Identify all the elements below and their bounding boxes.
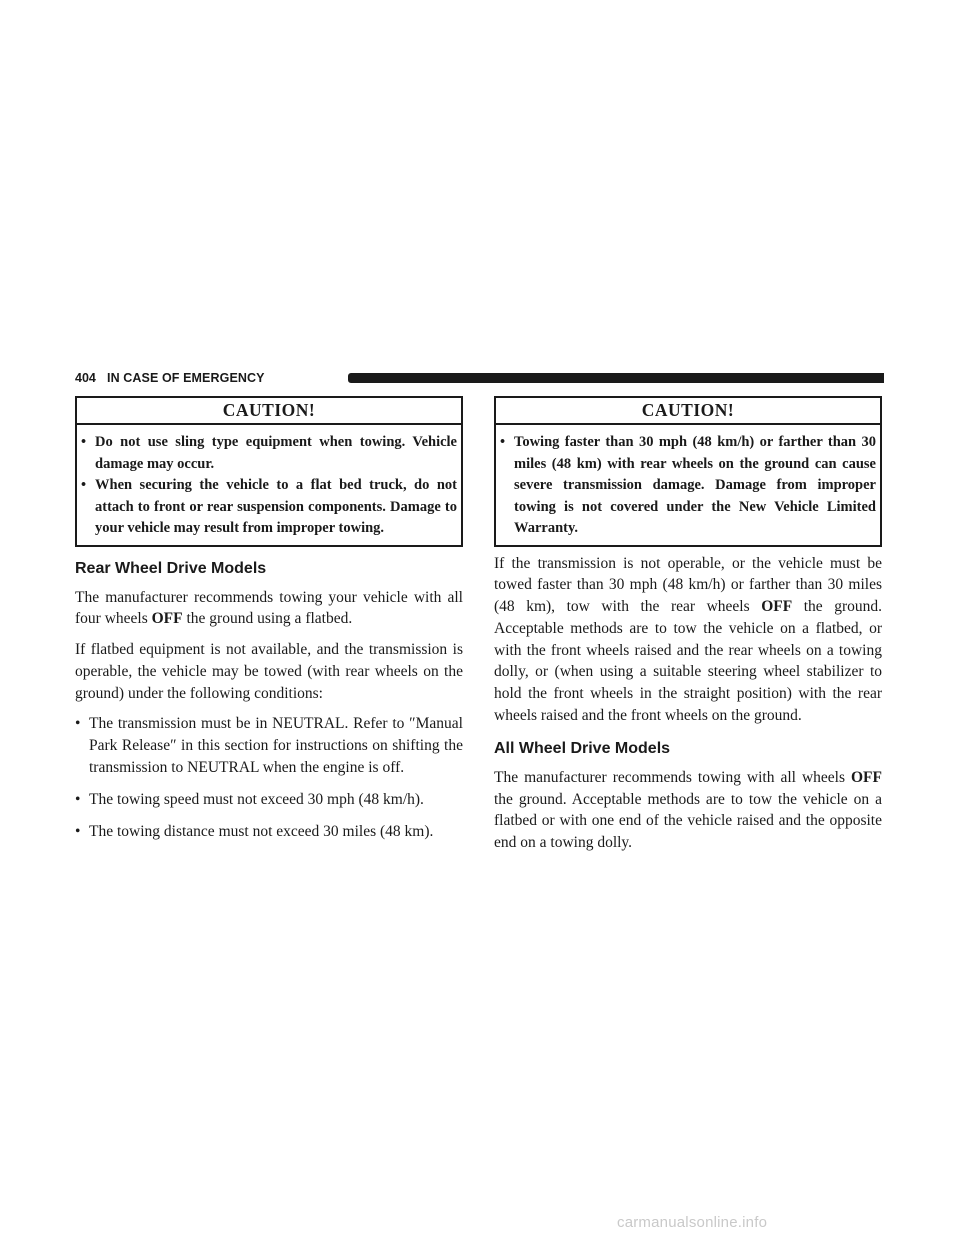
section-heading-all-wheel-drive: All Wheel Drive Models	[494, 739, 671, 757]
list-item: • The transmission must be in NEUTRAL. Refer to ″Manual Park Release″ in this section for instructions on shifting the transmission to NEUTRAL when the engine is off.	[75, 713, 463, 778]
caution-box-left	[75, 396, 463, 547]
caution-box-right	[494, 396, 882, 547]
caution-item: • When securing the vehicle to a flat bed truck, do not attach to front or rear suspension components. Damage to your vehicle may result from improper towing.	[81, 475, 457, 540]
conditions-list	[75, 713, 463, 842]
text-run: The manufacturer recommends towing your vehicle with all four wheels	[75, 588, 463, 628]
bold-text: OFF	[761, 598, 793, 616]
caution-list	[77, 425, 461, 545]
text-run: the ground using a flatbed.	[182, 610, 353, 628]
left-column	[75, 396, 463, 852]
paragraph: If flatbed equipment is not available, and the transmission is operable, the vehicle may be towed (with rear wheels on the ground) under the following conditions:	[75, 641, 463, 702]
caution-item: • Do not use sling type equipment when towing. Vehicle damage may occur.	[81, 432, 457, 475]
paragraph	[494, 767, 882, 854]
watermark: carmanualsonline.info	[617, 1214, 768, 1231]
header-rule	[348, 373, 884, 383]
section-title: IN CASE OF EMERGENCY	[107, 371, 265, 385]
list-item: • The towing speed must not exceed 30 mph (48 km/h).	[75, 789, 463, 811]
section-heading-rear-wheel-drive: Rear Wheel Drive Models	[75, 559, 267, 577]
page-header	[75, 371, 884, 385]
page-number: 404	[75, 371, 96, 385]
bold-text: OFF	[851, 768, 882, 786]
text-run: the ground. Acceptable methods are to tow the vehicle on a flatbed or with one end of the vehicle raised and the opposite end on a towing dolly.	[494, 790, 882, 852]
paragraph	[75, 587, 463, 631]
bold-text: OFF	[151, 610, 183, 628]
text-run: If the transmission is not operable, or the vehicle must be towed faster than 30 mph (48 km/h) or farther than 30 miles (48 km), tow with the rear wheels	[494, 554, 882, 616]
paragraph	[494, 553, 882, 727]
text-run: the ground. Acceptable methods are to tow the vehicle on a flatbed, or with the front wheels raised and the rear wheels on a towing dolly, or (when using a suitable steering wheel stabilizer to hold the front wheels in the straight position) with the rear wheels raised and the front wheels on the ground.	[494, 598, 882, 725]
list-item: • The towing distance must not exceed 30 miles (48 km).	[75, 821, 463, 843]
caution-title: CAUTION!	[496, 398, 880, 425]
caution-title: CAUTION!	[77, 398, 461, 425]
right-column	[494, 396, 882, 863]
caution-item: • Towing faster than 30 mph (48 km/h) or farther than 30 miles (48 km) with rear wheels on the ground can cause severe transmission damage. Damage from improper towing is not covered under the New Vehicle Limited Warranty.	[500, 432, 876, 540]
caution-list	[496, 425, 880, 545]
text-run: The manufacturer recommends towing with all wheels	[494, 768, 851, 786]
